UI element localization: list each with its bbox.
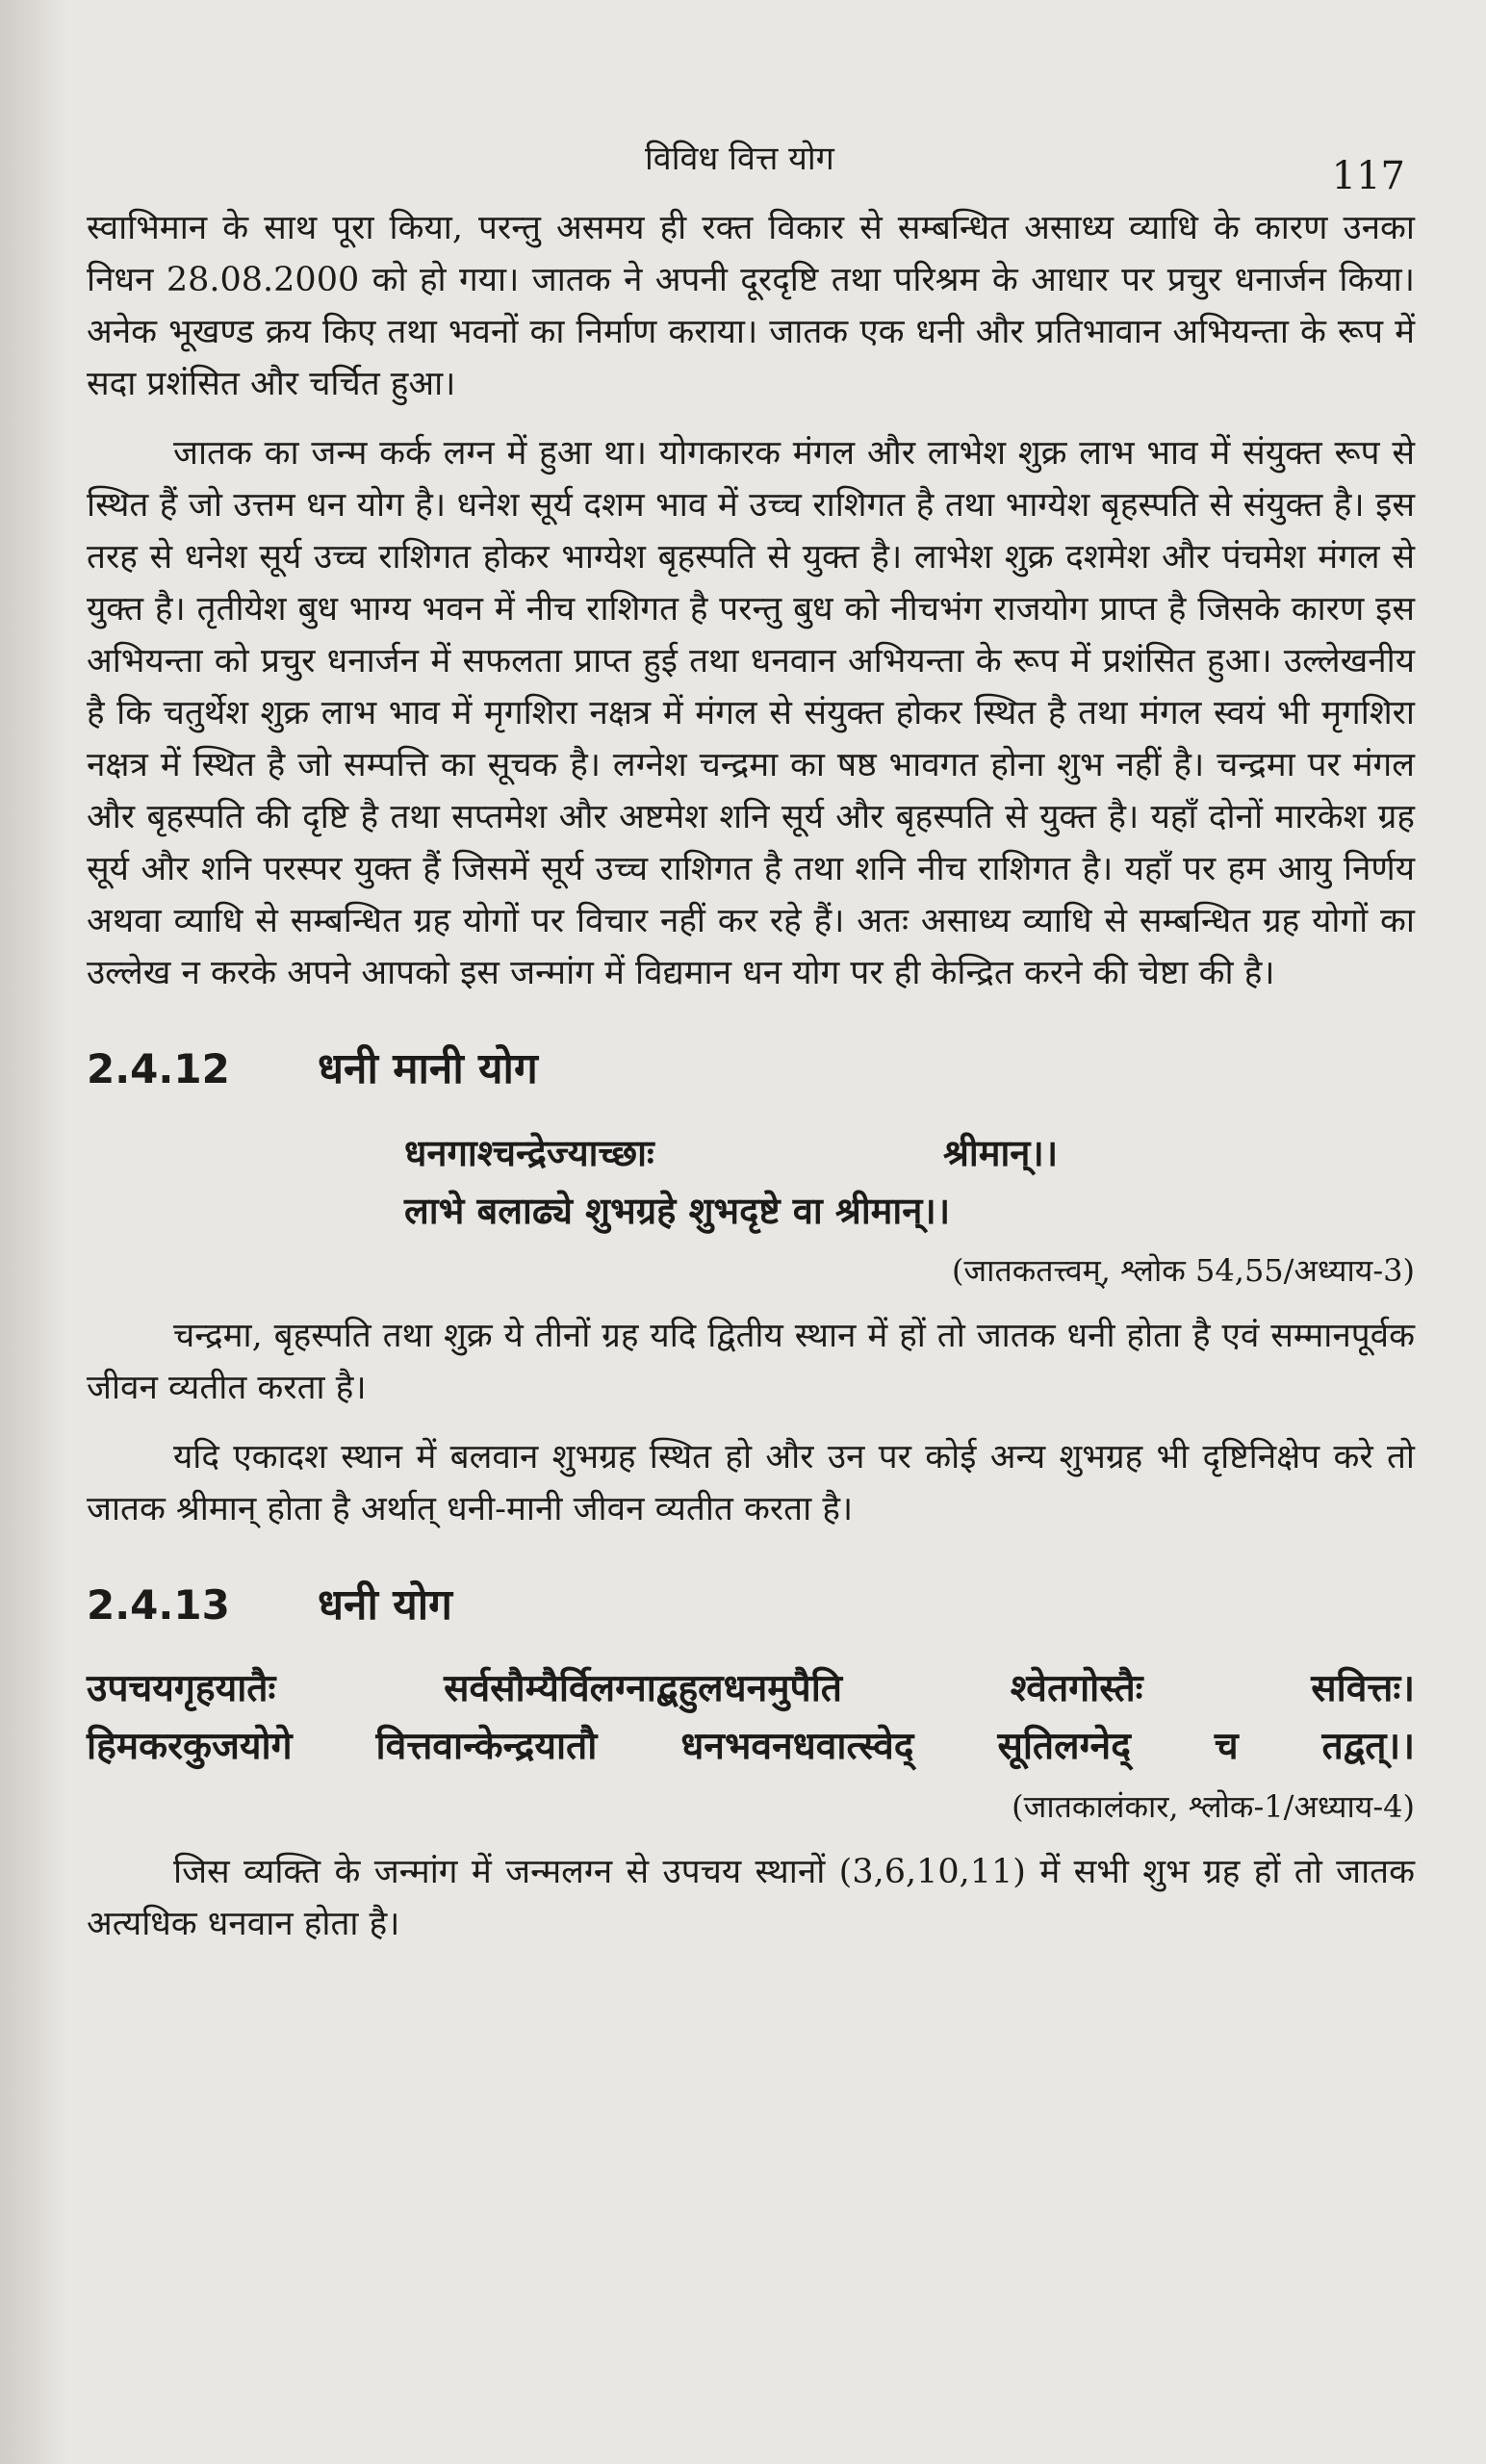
book-page — [87, 116, 1415, 2426]
section-heading — [87, 1574, 1415, 1631]
verse-part: श्रीमान्।। — [943, 1132, 1059, 1174]
verse-part: धनगाश्चन्द्रेज्याच्छाः — [404, 1132, 654, 1174]
paragraph: स्वाभिमान के साथ पूरा किया, परन्तु असमय ही रक्त विकार से सम्बन्धित असाध्य व्याधि के कारण उनका निधन 28.08.2000 को हो गया। जातक ने अपनी दूरदृष्टि तथा परिश्रम के आधार पर प्रचुर धनार्जन किया। अनेक भूखण्ड क्रय किए तथा भवनों का निर्माण कराया। जातक एक धनी और प्रतिभावान अभियन्ता के रूप में सदा प्रशंसित और चर्चित हुआ। — [87, 209, 1415, 403]
verse-line: उपचयगृहयातैः सर्वसौम्यैर्विलग्नाद्बहुलधनमुपैति श्वेतगोस्तैः सवित्तः। — [87, 1667, 1415, 1710]
section-number: 2.4.12 — [87, 1045, 230, 1092]
paragraph: जातक का जन्म कर्क लग्न में हुआ था। योगकारक मंगल और लाभेश शुक्र लाभ भाव में संयुक्त रूप से स्थित हैं जो उत्तम धन योग है। धनेश सूर्य दशम भाव में उच्च राशिगत है तथा भाग्येश बृहस्पति से संयुक्त है। इस तरह से धनेश सूर्य उच्च राशिगत होकर भाग्येश बृहस्पति से युक्त है। लाभेश शुक्र दशमेश और पंचमेश मंगल से युक्त है। तृतीयेश बुध भाग्य भवन में नीच राशिगत है परन्तु बुध को नीचभंग राजयोग प्राप्त है जिसके कारण इस अभियन्ता को प्रचुर धनार्जन में सफलता प्राप्त हुई तथा धनवान अभियन्ता के रूप में प्रशंसित हुआ। उल्लेखनीय है कि चतुर्थेश शुक्र लाभ भाव में मृगशिरा नक्षत्र में मंगल से संयुक्त होकर स्थित है तथा मंगल स्वयं भी मृगशिरा नक्षत्र में स्थित है जो सम्पत्ति का सूचक है। लग्नेश चन्द्रमा का षष्ठ भावगत होना शुभ नहीं है। चन्द्रमा पर मंगल और बृहस्पति की दृष्टि है तथा सप्तमेश और अष्टमेश शनि सूर्य और बृहस्पति से युक्त है। यहाँ दोनों मारकेश ग्रह सूर्य और शनि परस्पर युक्त हैं जिसमें सूर्य उच्च राशिगत है तथा शनि नीच राशिगत है। यहाँ पर हम आयु निर्णय अथवा व्याधि से सम्बन्धित ग्रह योगों पर विचार नहीं कर रहे हैं। अतः असाध्य व्याधि से सम्बन्धित ग्रह योगों का उल्लेख न करके अपने आपको इस जन्मांग में विद्यमान धन योग पर ही केन्द्रित करने की चेष्टा की है। — [87, 434, 1415, 992]
section-heading — [87, 1038, 1415, 1095]
citation: (जातकालंकार, श्लोक-1/अध्याय-4) — [1012, 1788, 1415, 1825]
page-number: 117 — [1331, 154, 1405, 198]
verse-line: लाभे बलाढ्ये शुभग्रहे शुभदृष्टे वा श्रीमान्।। — [404, 1190, 951, 1232]
verse-line — [404, 1124, 1415, 1182]
verse-line: हिमकरकुजयोगे वित्तवान्केन्द्रयातौ धनभवनधवात्स्वेद् सूतिलग्नेद् च तद्वत्।। — [87, 1725, 1415, 1768]
paragraph: जिस व्यक्ति के जन्मांग में जन्मलग्न से उपचय स्थानों (3,6,10,11) में सभी शुभ ग्रह हों तो जातक अत्यधिक धनवान होता है। — [87, 1853, 1415, 1943]
section-title: धनी मानी योग — [318, 1044, 538, 1093]
running-title: विविध वित्त योग — [645, 140, 834, 178]
paragraph: चन्द्रमा, बृहस्पति तथा शुक्र ये तीनों ग्रह यदि द्वितीय स्थान में हों तो जातक धनी होता है एवं सम्मानपूर्वक जीवन व्यतीत करता है। — [87, 1317, 1415, 1407]
paragraph: यदि एकादश स्थान में बलवान शुभग्रह स्थित हो और उन पर कोई अन्य शुभग्रह भी दृष्टिनिक्षेप करे तो जातक श्रीमान् होता है अर्थात् धनी-मानी जीवन व्यतीत करता है। — [87, 1438, 1415, 1528]
page-header — [87, 116, 1415, 202]
citation: (जातकतत्त्वम्, श्लोक 54,55/अध्याय-3) — [951, 1252, 1415, 1289]
book-gutter — [0, 0, 67, 2464]
section-title: धनी योग — [318, 1580, 452, 1630]
section-number: 2.4.13 — [87, 1581, 230, 1629]
